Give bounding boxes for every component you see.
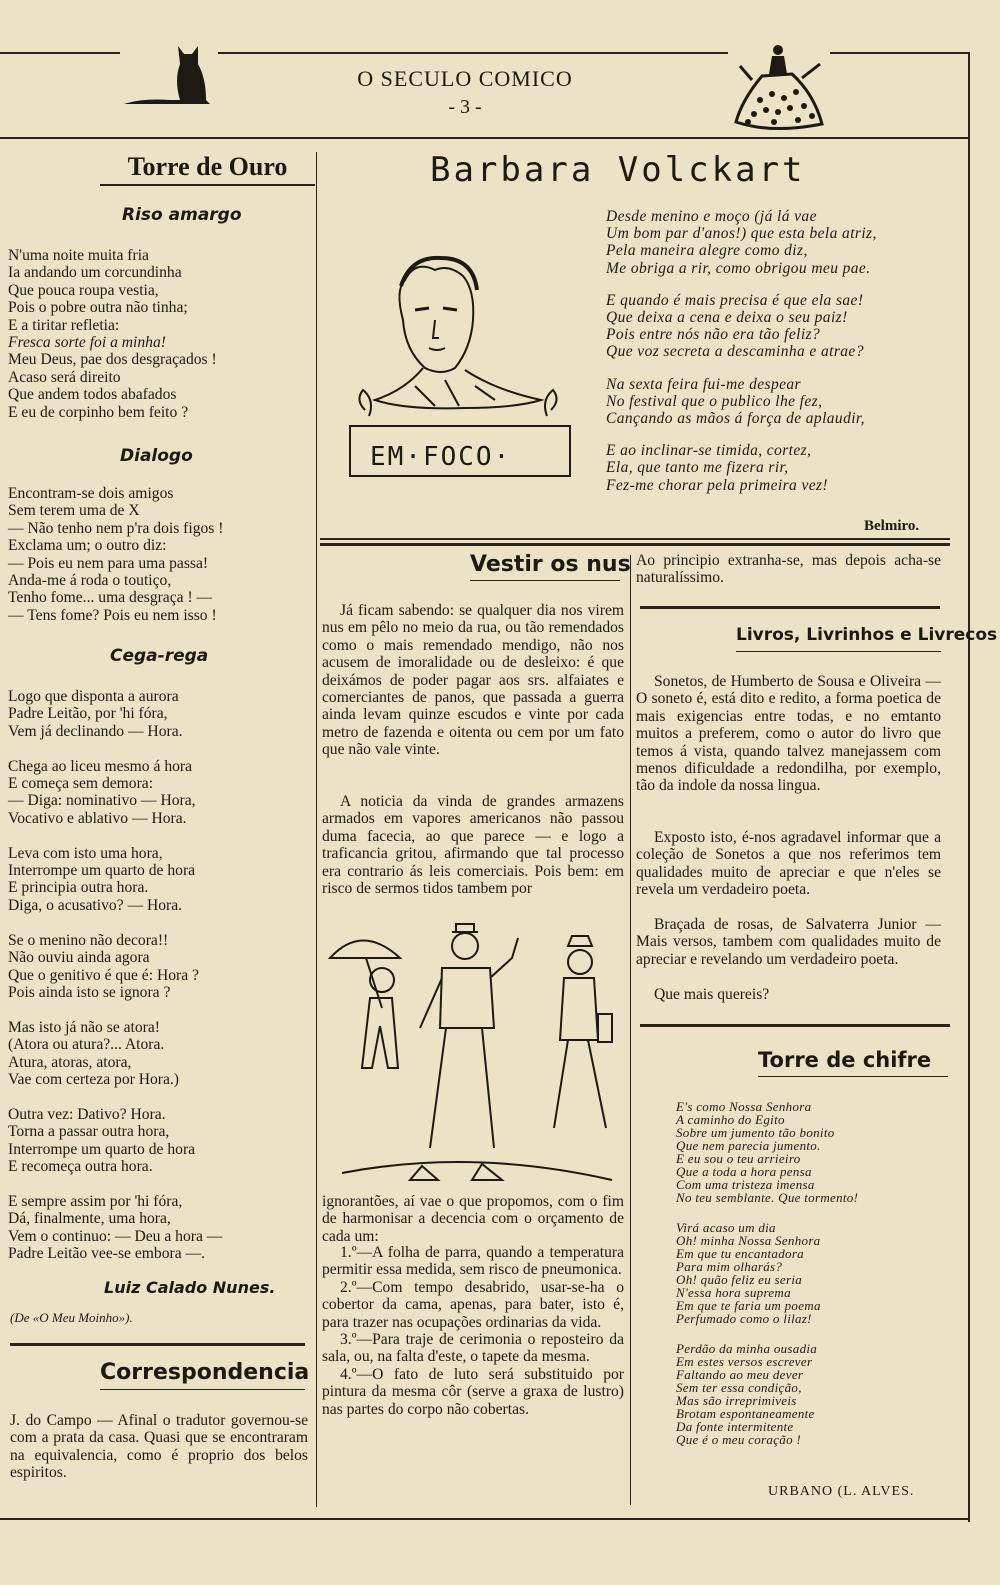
poem-line: Que voz secreta a descaminha e atrae? <box>606 343 864 361</box>
poem-line: Pois entre nós não era tão feliz? <box>606 326 821 344</box>
page-number: - 3 - <box>448 96 482 118</box>
poem-line: Com uma tristeza imensa <box>676 1177 815 1192</box>
livros-paragraph-4: Que mais quereis? <box>654 986 770 1003</box>
author-urbano: URBANO (L. ALVES. <box>768 1484 915 1499</box>
subtitle-dialogo: Dialogo <box>120 446 193 466</box>
poem-line: Interrompe um quarto de hora <box>8 862 196 880</box>
poem-line: N'essa hora suprema <box>676 1285 791 1300</box>
poem-line: Que a toda a hora pensa <box>676 1164 812 1179</box>
correspondencia-divider <box>10 1343 305 1346</box>
poem-line: N'uma noite muita fria <box>8 247 149 264</box>
poem-line: Da fonte intermitente <box>676 1419 794 1434</box>
poem-line: Vem o continuo: — Deu a hora — <box>8 1227 223 1245</box>
section-title-chifre: Torre de chifre <box>758 1048 932 1072</box>
poem-line: — Pois eu nem para uma passa! <box>8 554 209 572</box>
stanza <box>676 1221 946 1325</box>
poem-line: Exclama um; o outro diz: <box>8 537 167 555</box>
poem-line: — Não tenho nem p'ra dois figos ! <box>8 519 224 537</box>
poem-line: Vocativo e ablativo — Hora. <box>8 809 187 827</box>
poem-line: Mas são irreprimiveis <box>676 1393 797 1408</box>
poem-line: E eu sou o teu arrieiro <box>676 1151 801 1166</box>
header-bottom-rule <box>0 137 970 139</box>
poem-line: Chega ao liceu mesmo á hora <box>8 757 193 775</box>
source-note: (De «O Meu Moinho»). <box>10 1310 133 1325</box>
poem-line <box>8 1001 308 1018</box>
poem-line: Oh! quão feliz eu seria <box>676 1272 803 1287</box>
poem-line: Leva com isto uma hora, <box>8 844 163 862</box>
poem-line: Se o menino não decora!! <box>8 931 169 949</box>
poem-line: Mas isto já não se atora! <box>8 1018 160 1036</box>
poem-line: No festival que o publico lhe fez, <box>606 392 823 410</box>
author-belmiro: Belmiro. <box>864 518 920 534</box>
column-rule-2 <box>630 555 631 1505</box>
poem-line: Que andem todos abafados <box>8 386 177 404</box>
poem-line: Que deixa a cena e deixa o seu paiz! <box>606 309 848 327</box>
poem-line: Tenho fome... uma desgraça ! — <box>8 589 213 607</box>
poem-line: — Tens fome? Pois eu nem isso ! <box>8 606 217 624</box>
stanza <box>606 208 951 277</box>
poem-line: E quando é mais precisa é que ela sae! <box>606 291 864 309</box>
poem-riso-amargo <box>8 247 308 421</box>
header-rule-left <box>0 52 120 54</box>
poem-line: Outra vez: Dativo? Hora. <box>8 1105 166 1123</box>
poem-line: Que o genitivo é que é: Hora ? <box>8 966 199 984</box>
poem-line: Logo que disponta a aurora <box>8 688 179 705</box>
poem-line: Em que tu encantadora <box>676 1246 804 1261</box>
stanza <box>676 1100 946 1204</box>
chifre-underline <box>758 1076 948 1077</box>
vestir-continuation: Ao principio extranha-se, mas depois acha-se naturalíssimo. <box>636 552 941 587</box>
livros-divider <box>640 606 940 609</box>
poem-line: Que pouca roupa vestia, <box>8 281 159 299</box>
poem-line: Dá, finalmente, uma hora, <box>8 1210 171 1228</box>
poem-line: Em que te faria um poema <box>676 1298 821 1313</box>
poem-line <box>8 914 308 931</box>
poem-line: Meu Deus, pae dos desgraçados ! <box>8 351 217 369</box>
list-item: 2.º—Com tempo desabrido, usar-se-ha o cobertor da cama, apenas, para bater, isto é, para trazer nas ocupações ordinarias da vida. <box>322 1278 624 1331</box>
barbara-bottom-rule-2 <box>320 543 950 546</box>
poem-line: E recomeça outra hora. <box>8 1157 153 1175</box>
poem-line: E's como Nossa Senhora <box>676 1099 812 1114</box>
poem-line: Não ouviu ainda agora <box>8 949 150 967</box>
vestir-paragraph-3: ignorantões, aí vae o que propomos, com o fim de harmonisar a decencia com o orçamento de cada um: <box>322 1193 624 1245</box>
chifre-divider <box>640 1024 950 1027</box>
poem-line: Em estes versos escrever <box>676 1354 813 1369</box>
poem-line: Acaso será direito <box>8 368 121 386</box>
poem-line <box>8 827 308 844</box>
poem-line: Perfumado como o lilaz! <box>676 1311 812 1326</box>
section-title-barbara: Barbara Volckart <box>430 150 806 190</box>
poem-line: Desde menino e moço (já lá vae <box>606 208 817 225</box>
poem-line: (Atora ou atura?... Atora. <box>8 1036 165 1054</box>
subtitle-riso-amargo: Riso amargo <box>122 205 242 225</box>
list-item: 3.º—Para traje de cerimonia o reposteiro da sala, ou, na falta d'este, o tapete da mesma. <box>322 1331 624 1366</box>
poem-line: E principia outra hora. <box>8 879 149 897</box>
poem-line: E sempre assim por 'hi fóra, <box>8 1192 183 1210</box>
poem-line: Perdão da minha ousadia <box>676 1341 818 1356</box>
poem-line: Torna a passar outra hora, <box>8 1123 170 1141</box>
cartoon-illustration <box>322 918 622 1188</box>
poem-line: Encontram-se dois amigos <box>8 485 174 502</box>
stanza <box>606 442 951 494</box>
cat-icon <box>122 40 217 110</box>
poem-line: Faltando ao meu dever <box>676 1367 804 1382</box>
poem-line: Fez-me chorar pela primeira vez! <box>606 476 828 494</box>
torre-ouro-underline <box>100 184 315 186</box>
vestir-paragraph-2: A noticia da vinda de grandes armazens armados em vapores americanos não passou duma facecia, ao que parece — e logo a traficancia gritou, afirmando que tal processo era contrario ás leis comerciais. Pois bem: em risco de sermos tidos tambem por <box>322 793 624 898</box>
header-rule-middle <box>218 52 728 54</box>
author-luiz-calado: Luiz Calado Nunes. <box>104 1278 276 1297</box>
livros-underline <box>736 651 941 652</box>
poem-line: Virá acaso um dia <box>676 1220 776 1235</box>
vestir-paragraph-1: Já ficam sabendo: se qualquer dia nos virem nus em pêlo no meio da rua, ou tão remendados como o mais remendado mendigo, não nos acusem de imoralidade ou de desleixo: é que deixámos de poder pagar aos srs. alfaiates e comerciantes de panos, que passada a guerra ainda levam quinze escudos e vinte por cada metro de fazenda e oitenta ou cem por um fato que não vale vinte. <box>322 602 624 759</box>
poem-line: E a tiritar refletia: <box>8 316 120 334</box>
poem-line: Vem já declinando — Hora. <box>8 722 183 740</box>
poem-line: Interrompe um quarto de hora <box>8 1140 196 1158</box>
poem-line: E começa sem demora: <box>8 775 154 793</box>
footer-rule <box>0 1518 970 1520</box>
poem-line: Me obriga a rir, como obrigou meu pae. <box>606 259 871 277</box>
poem-line: No teu semblante. Que tormento! <box>676 1190 859 1205</box>
poem-line <box>8 1175 308 1192</box>
poem-line: Que nem parecia jumento. <box>676 1138 821 1153</box>
poem-line: Pois ainda isto se ignora ? <box>8 983 171 1001</box>
poem-line: A caminho do Egito <box>676 1112 785 1127</box>
list-item: 1.º—A folha de parra, quando a temperatura permitir essa medida, sem risco de pneumonica. <box>322 1244 624 1279</box>
subtitle-cega-rega: Cega-rega <box>110 646 209 666</box>
livros-paragraph-1: Sonetos, de Humberto de Sousa e Oliveira — O soneto é, está dito e redito, a forma poetica de mais exigencias entre todas, e no emtanto muitos a preferem, como o autor do livro que temos á vista, quando talvez manejassem com menos dificuldade a redondilha, por exemplo, tão da indole da nossa lingua. <box>636 673 941 795</box>
poem-line: Fresca sorte foi a minha! <box>8 334 166 352</box>
poem-chifre <box>676 1100 946 1463</box>
poem-line: Ela, que tanto me fizera rir, <box>606 459 789 477</box>
column-rule-1 <box>316 152 317 1507</box>
poem-line: Um bom par d'anos!) que esta bela atriz, <box>606 225 877 243</box>
poem-line: — Diga: nominativo — Hora, <box>8 792 196 810</box>
poem-line: E ao inclinar-se timida, cortez, <box>606 442 812 460</box>
poem-cega-rega <box>8 688 308 1262</box>
page-title: O SECULO COMICO <box>357 66 573 91</box>
header-rule-right <box>830 52 970 54</box>
vestir-underline <box>470 580 620 581</box>
poem-line: Atura, atoras, atora, <box>8 1053 132 1071</box>
poem-line: Na sexta feira fui-me despear <box>606 375 801 393</box>
dancer-icon <box>732 40 828 132</box>
correspondencia-underline <box>100 1389 305 1390</box>
poem-line: Sobre um jumento tão bonito <box>676 1125 835 1140</box>
section-title-correspondencia: Correspondencia <box>100 1360 310 1385</box>
livros-paragraph-3: Braçada de rosas, de Salvaterra Junior — Mais versos, tambem com qualidades muito de apreciar e revelando um verdadeiro poeta. <box>636 916 941 968</box>
stanza <box>676 1342 946 1446</box>
poem-line: Cançando as mãos á força de aplaudir, <box>606 410 865 428</box>
poem-line: Sem ter essa condição, <box>676 1380 802 1395</box>
poem-line: Diga, o acusativo? — Hora. <box>8 896 183 914</box>
poem-line: Oh! minha Nossa Senhora <box>676 1233 821 1248</box>
poem-barbara <box>606 208 951 509</box>
poem-line <box>8 740 308 757</box>
poem-line: Padre Leitão vee-se embora —. <box>8 1245 206 1262</box>
correspondencia-text: J. do Campo — Afinal o tradutor governou-se com a prata da casa. Quasi que se encontraram na equivalencia, como é proprio dos belos espiritos. <box>10 1412 308 1482</box>
poem-line: Sem terem uma de X <box>8 502 140 520</box>
section-title-livros: Livros, Livrinhos e Livrecos <box>736 625 998 645</box>
poem-line: Padre Leitão, por 'hi fóra, <box>8 705 168 723</box>
poem-line: Que é o meu coração ! <box>676 1432 802 1447</box>
poem-line: Anda-me á roda o toutiço, <box>8 572 172 590</box>
livros-paragraph-2: Exposto isto, é-nos agradavel informar que a coleção de Sonetos a que nos referimos tem qualidades muito de apreciar e que n'eles se revela um verdadeiro poeta. <box>636 829 941 899</box>
stanza <box>606 292 951 361</box>
poem-line <box>8 1088 308 1105</box>
stanza <box>606 376 951 428</box>
poem-line: Brotam espontaneamente <box>676 1406 815 1421</box>
poem-dialogo <box>8 485 308 624</box>
vestir-items <box>322 1244 624 1418</box>
poem-line: Pois o pobre outra não tinha; <box>8 299 188 317</box>
poem-line: Para mim olharás? <box>676 1259 783 1274</box>
list-item: 4.º—O fato de luto será substituido por pintura da mesma côr (serve a graxa de lustro) nas partes do corpo não cobertas. <box>322 1365 624 1418</box>
poem-line: Vae com certeza por Hora.) <box>8 1070 179 1088</box>
section-title-vestir: Vestir os nus <box>470 552 631 577</box>
barbara-bottom-rule-1 <box>320 538 950 540</box>
right-border <box>968 52 970 1522</box>
portrait-caption: EM·FOCO· <box>370 442 512 472</box>
poem-line: Pela maneira alegre como diz, <box>606 242 808 260</box>
poem-line: Ia andando um corcundinha <box>8 264 182 282</box>
section-title-torre-ouro: Torre de Ouro <box>127 152 288 181</box>
poem-line: E eu de corpinho bem feito ? <box>8 403 189 421</box>
